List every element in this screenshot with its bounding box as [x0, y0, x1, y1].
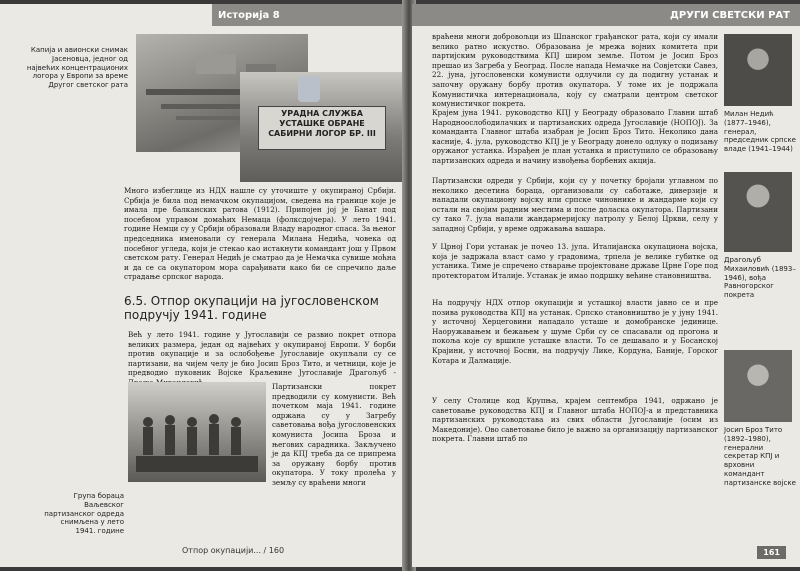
camp-gate-sign: УРАДНА СЛУЖБА УСТАШКЕ ОБРАНЕ САБИРНИ ЛОГОР БР. III: [258, 106, 386, 150]
left-page: [0, 4, 405, 567]
portrait-nedic: [724, 34, 792, 106]
left-page-footer: Отпор окупацији... / 160: [182, 546, 285, 555]
partisans-group-icon: [128, 382, 266, 482]
tito-caption: Јосип Броз Тито (1892–1980), генерални секретар КПЈ и врховни командант партизанске војске: [724, 426, 796, 487]
column-text-2: Крајем јуна 1941. руководство КПЈ у Београду образовало Главни штаб Народноослободилачких и партизанских одреда Југославије (НОПОЈ). За команданта Главног штаба изабран је Јосип Броз Тито. Неколико дана касније, 4. јула, руководство КПЈ је у Београду донело одлуку о подизању оружаног устанка. Израђен је план устанка и приступило се образовању партизанских одреда и начину извођења борбених акција.: [432, 108, 718, 165]
mihailovic-caption: Драгољуб Михаиловић (1893–1946), вођа Равногорског покрета: [724, 256, 796, 299]
paragraph-serbia: Много избеглице из НДХ нашле су уточиште у окупираној Србији. Србија је била под немачком окупацијом, сведена на границе које је имала пре балканских ратова (1912). Припојен јој је Банат под посебном управом домаћих Немаца (фолксдојчера). У лето 1941. године Немци су у Србији образовали Владу народног спаса. За њеног председника именовали су генерала Милана Недића, човека од посебног угледа, који је стекао као истакнути командант још у Првом светском рату. Генерал Недић је сматрао да је Немачка сувише моћна и да се са окупатором мора сарађивати како би се спречило даље страдање српског народа.: [124, 186, 396, 282]
nedic-caption: Милан Недић (1877–1946), генерал, председник српске владе (1941–1944): [724, 110, 796, 153]
camp-gate-photo: [240, 72, 402, 182]
right-page-header: ДРУГИ СВЕТСКИ РАТ: [412, 4, 800, 26]
valjevo-caption: Група бораца Ваљевског партизанског одреда снимљена у лето 1941. године: [44, 492, 124, 535]
paragraph-communists: Партизански покрет предводили су комунисти. Већ почетком маја 1941. године одржана су у Загребу саветовања вођа југословенских комуниста Јосипа Броза и његових сарадника. Закључено је да КПЈ треба да се припрема за оружану борбу против окупатора. У току пролећа у земљу су враћени многи: [272, 382, 396, 487]
column-text-5: На подручју НДХ отпор окупацији и усташкој власти јавно се и пре позива руководства КПЈ на устанак. Српско становништво је у јуну 1941. у источној Херцеговини нападало усташе и домобранске јединице. Наоружавањем и бежањем у шуме Срби су се спасавали од прогона и покоља које су вршиле усташке власти. То се дешавало и у Босанској Крајини, у источној Босни, на подручју Лике, Кордуна, Баније, Горског Котара и Далмације.: [432, 298, 718, 365]
column-text-4: У Црној Гори устанак је почео 13. јула. Италијанска окупациона војска, која је задржала власт само у градовима, трпела је велике губитке од устаника. Тиме је спречено стварање пројектоване државе Црне Горе под протекторатом Италије. Устанак је имао подршку већине становништва.: [432, 242, 718, 280]
right-page-number: 161: [757, 546, 786, 559]
right-page: [412, 4, 800, 567]
valjevo-detachment-photo: [128, 382, 266, 482]
portrait-mihailovic: [724, 172, 792, 252]
jasenovac-caption: Капија и авионски снимак Јасеновца, једног од највећих концентрационих логора у Европи за време Другог светског рата: [26, 46, 128, 89]
paragraph-resistance: Већ у лето 1941. године у Југославији се развио покрет отпора великих размера, један од највећих у окупираној Европи. У борби против окупације и за ослобођење Југославије окупљали су се партизани, на чијем челу је био Јосип Броз Тито, и четници, које је предводио пуковник Војске Краљевине Југославије Драгољуб -: [128, 330, 396, 378]
left-page-header: Историја 8: [212, 4, 405, 26]
emblem-icon: [298, 76, 320, 102]
column-text-1: враћени многи добровољци из Шпанског грађанског рата, који су имали велико ратно искуство. Образована је мрежа војних комитета при партијским руководствима КПЈ широм земље. Потом је Јосип Броз прешао из Загреба у Београд. После напада Немачке на Совјетски Савез, 22. јуна, југословенски комунисти одлучили су да подигну устанак и започну оружану борбу против окупатора. У томе их је подржала Комунистичка интернационала, коју су сматрали центром светског комунистичког покрета.: [432, 32, 718, 109]
column-text-6: У селу Столице код Крупња, крајем септембра 1941, одржано је саветовање руководства КПЈ и Главног штаба НОПОЈ-а и представника партизанских руководстава из свих области Југославије (осим из Македоније). Ово саветовање било је важно за организацију партизанског покрета. Главни штаб по: [432, 396, 718, 444]
portrait-tito: [724, 350, 792, 422]
section-title: 6.5. Отпор окупацији на југословенском подручју 1941. године: [124, 294, 379, 322]
column-text-3: Партизански одреди у Србији, који су у почетку бројали углавном по неколико десетина бораца, организовали су саботаже, диверзије и нападали окупациону војску или српске чиновнике и жандарме који су остали на својим радним местима и после доласка окупатора. Партизани су тако 7. јула напали жандармеријску патролу у Белој Цркви, селу у западној Србији, у време одржавања вашара.: [432, 176, 718, 233]
